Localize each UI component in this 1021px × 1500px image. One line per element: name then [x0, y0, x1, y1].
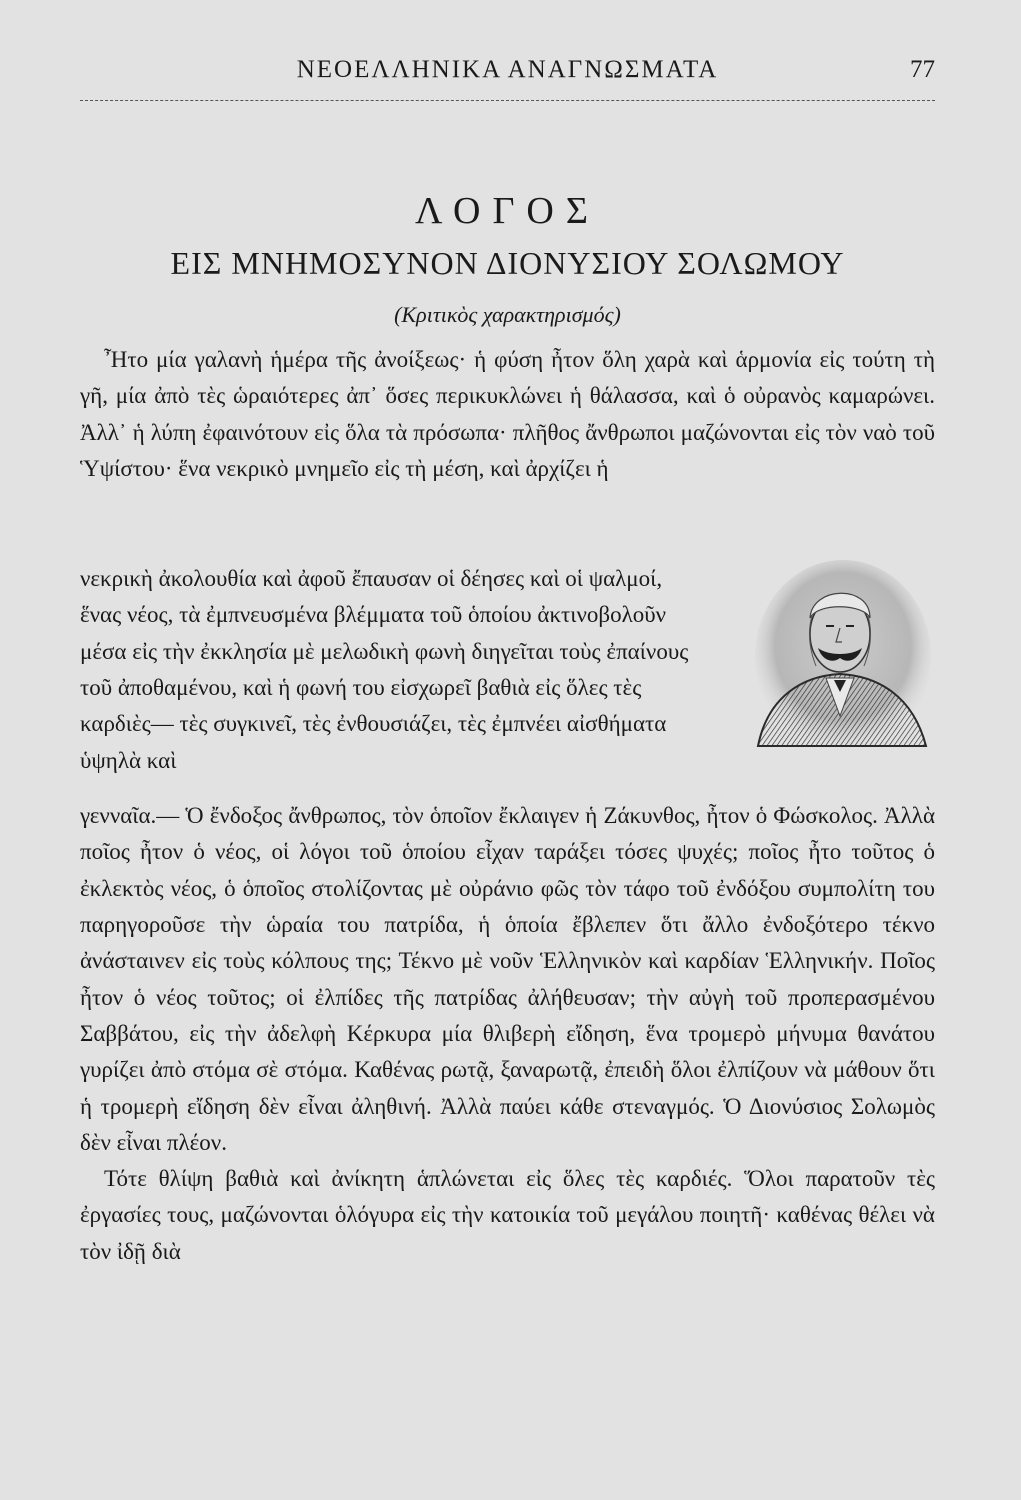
paragraph-2: Τότε θλίψη βαθιὰ καὶ ἀνίκητη ἁπλώνεται εἰς ὅλες τὲς καρδιές. Ὅλοι παρατοῦν τὲς ἐργασίες τους, μαζώνονται ὁλόγυρα εἰς τὴν κατοικία τοῦ μεγάλου ποιητῆ· καθένας θέλει νὰ τὸν ἰδῇ διὰ — [80, 1166, 935, 1264]
article-subtitle: ΕΙΣ ΜΝΗΜΟΣΥΝΟΝ ΔΙΟΝΥΣΙΟΥ ΣΟΛΩΜΟΥ — [170, 245, 845, 281]
running-title: ΝΕΟΕΛΛΗΝΙΚΑ ΑΝΑΓΝΩΣΜΑΤΑ — [296, 56, 719, 83]
article-note: (Κριτικὸς χαρακτηρισμός) — [394, 302, 621, 327]
paragraph-1-top: Ἦτο μία γαλανὴ ἡμέρα τῆς ἀνοίξεως· ἡ φύση ἦτον ὅλη χαρὰ καὶ ἁρμονία εἰς τούτη τὴ γῆ, μία ἀπὸ τὲς ὡραιότερες ἀπ᾿ ὅσες περικυκλώνει ἡ θάλασσα, καὶ ὁ οὐρανὸς καμαρώνει. Ἀλλ᾿ ἡ λύπη ἐφαινότουν εἰς ὅλα τὰ πρόσωπα· πλῆθος ἄνθρωποι μαζώνονται εἰς τὸν ναὸ τοῦ Ὑψίστου· ἕνα νεκρικὸ μνημεῖο εἰς τὴ μέση, καὶ ἀρχίζει ἡ — [80, 347, 935, 482]
article-title: ΛΟΓΟΣ — [415, 190, 600, 232]
page-number: 77 — [910, 56, 935, 83]
paragraph-1-side: νεκρικὴ ἀκολουθία καὶ ἀφοῦ ἔπαυσαν οἱ δέησες καὶ οἱ ψαλμοί, ἕνας νέος, τὰ ἐμπνευσμένα βλέμματα τοῦ ὁποίου ἀκτινοβολοῦν μέσα εἰς τὴν ἐκκλησία μὲ μελωδικὴ φωνὴ διηγεῖται τοὺς ἐπαίνους τοῦ ἀποθαμένου, καὶ ἡ φωνή του εἰσχωρεῖ βαθιὰ εἰς ὅλες τὲς καρδιὲς— τὲς συγκινεῖ, τὲς ἐνθουσιάζει, τὲς ἐμπνέει αἰσθήματα ὑψηλὰ καὶ — [80, 566, 689, 773]
running-head — [80, 56, 935, 96]
paragraph-1-bottom: γενναῖα.— Ὁ ἔνδοξος ἄνθρωπος, τὸν ὁποῖον ἔκλαιγεν ἡ Ζάκυνθος, ἦτον ὁ Φώσκολος. Ἀλλὰ ποῖος ἦτον ὁ νέος, οἱ λόγοι τοῦ ὁποίου εἶχαν ταράξει τόσες ψυχές; ποῖος ἦτο τοῦτος ὁ ἐκλεκτὸς νέος, ὁ ὁποῖος στολίζοντας μὲ οὐράνιο φῶς τὸν τάφο τοῦ ἐνδόξου συμπολίτη του παρηγοροῦσε τὴν ὡραία του πατρίδα, ἡ ὁποία ἔβλεπεν ὅτι ἄλλο ἐνδοξότερο τέκνο ἀνάσταινεν εἰς τοὺς κόλπους της; Τέκνο μὲ νοῦν Ἑλληνικὸν καὶ καρδίαν Ἑλληνικήν. Ποῖος ἦτον ὁ νέος τοῦτος; οἱ ἐλπίδες τῆς πατρίδας ἀλήθευσαν; τὴν αὐγὴ τοῦ προπερασμένου Σαββάτου, εἰς τὴν ἀδελφὴ Κέρκυρα μία θλιβερὴ εἴδηση, ἕνα τρομερὸ μήνυμα θανάτου γυρίζει ἀπὸ στόμα σὲ στόμα. Καθένας ρωτᾷ, ξαναρωτᾷ, ἐπειδὴ ὅλοι ἐλπίζουν νὰ μάθουν ὅτι ἡ τρομερὴ εἴδηση δὲν εἶναι ἀληθινή. Ἀλλὰ παύει κάθε στεναγμός. Ὁ Διονύσιος Σολωμὸς δὲν εἶναι πλέον. — [80, 803, 935, 1156]
portrait-engraving — [748, 556, 933, 756]
header-rule — [80, 100, 935, 101]
